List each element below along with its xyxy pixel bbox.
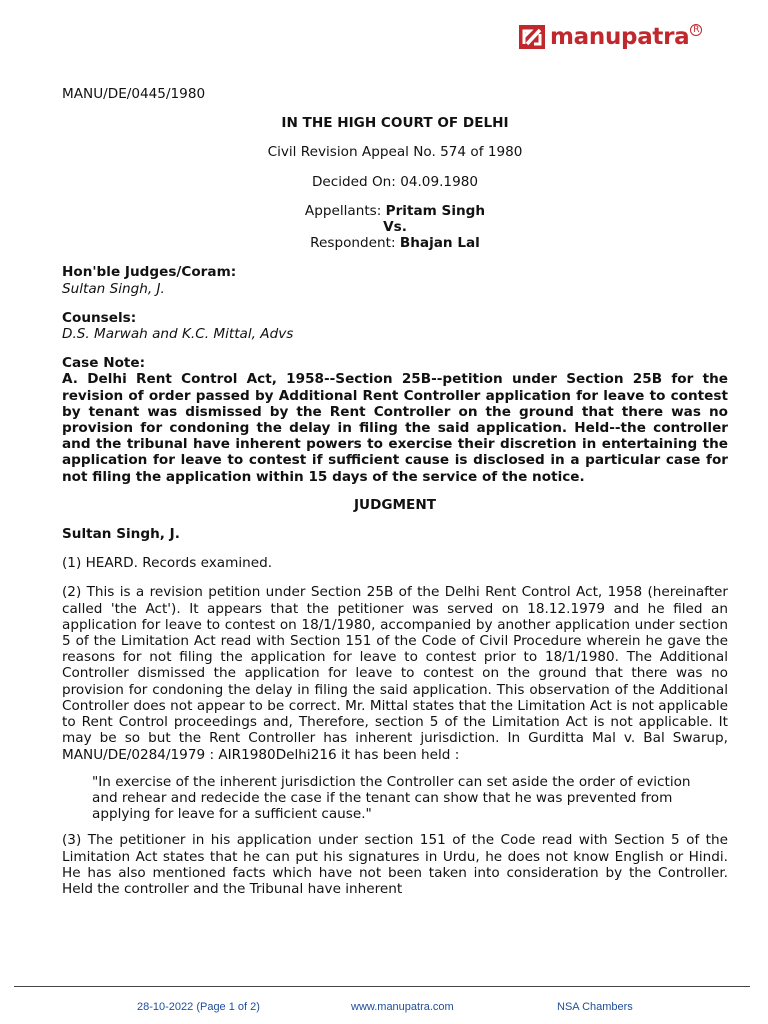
footer-divider xyxy=(14,986,750,987)
footer-website-link[interactable]: www.manupatra.com xyxy=(351,1001,454,1013)
appellants-label: Appellants: xyxy=(304,202,386,219)
counsels-label: Counsels: xyxy=(62,309,137,326)
footer-date-page: 28-10-2022 (Page 1 of 2) xyxy=(137,1001,260,1013)
appellants-name: Pritam Singh xyxy=(385,202,486,219)
quoted-passage: "In exercise of the inherent jurisdiction the Controller can set aside the order of eviction and rehear and redecide the case if the tenant can show that he was prevented from applying for leave for a sufficient cause." xyxy=(92,773,691,823)
case-note-text: A. Delhi Rent Control Act, 1958--Section 25B--petition under Section 25B for the revision of order passed by Additional Rent Controller application for leave to contest by tenant was dismissed by the Rent Controller on the ground that there was no provision for condoning the delay in filing the said application. Held--the controller and the tribunal have inherent powers to exercise their discretion in entertaining the application for leave to contest if sufficient cause is disclosed in a particular case for not filing the application within 15 days of the service of the notice. xyxy=(62,371,728,485)
versus: Vs. xyxy=(383,219,407,236)
manupatra-logo xyxy=(518,24,702,50)
document-body xyxy=(62,86,728,897)
paragraph-1: (1) HEARD. Records examined. xyxy=(62,555,273,572)
appellants-line xyxy=(62,203,728,219)
judge-name: Sultan Singh, J. xyxy=(62,526,180,543)
paragraph-2: (2) This is a revision petition under Section 25B of the Delhi Rent Control Act, 1958 (hereinafter called 'the Act'). It appears that the petitioner was served on 18.12.1979 and he filed an application for leave to contest on 18/1/1980, accompanied by another application under section 5 of the Limitation Act read with Section 151 of the Code of Civil Procedure wherein he gave the reasons for not filing the application for leave to contest prior to 18/1/1980. The Additional Controller dismissed the application for leave to contest on the ground that there was no provision for condoning the delay in filing the said application. This observation of the Additional Controller does not appear to be correct. Mr. Mittal states that the Limitation Act is not applicable to Rent Control proceedings and, Therefore, section 5 of the Limitation Act is not applicable. It may be so but the Rent Controller has inherent jurisdiction. In Gurditta Mal v. Bal Swarup, MANU/DE/0284/1979 : AIR1980Delhi216 it has been held : xyxy=(62,584,728,763)
brand-name: manupatra xyxy=(550,24,690,50)
registered-mark: R xyxy=(690,24,702,36)
counsels-names: D.S. Marwah and K.C. Mittal, Advs xyxy=(62,326,294,343)
judges-names: Sultan Singh, J. xyxy=(62,280,165,297)
respondent-name: Bhajan Lal xyxy=(399,235,480,252)
respondent-label: Respondent: xyxy=(310,235,400,252)
paragraph-3: (3) The petitioner in his application under section 151 of the Code read with Section 5 of the Limitation Act states that he can put his signatures in Urdu, he does not know English or Hindi. He has also mentioned facts which have not been taken into consideration by the Controller. Held the controller and the Tribunal have inherent xyxy=(62,832,728,897)
manupatra-logo-icon xyxy=(518,24,546,50)
footer-licensee: NSA Chambers xyxy=(557,1001,633,1013)
decided-on: Decided On: 04.09.1980 xyxy=(311,173,479,190)
judges-label: Hon'ble Judges/Coram: xyxy=(62,264,237,281)
citation: MANU/DE/0445/1980 xyxy=(62,86,206,102)
court-name: IN THE HIGH COURT OF DELHI xyxy=(281,115,509,132)
respondent-line xyxy=(62,235,728,251)
case-note-label: Case Note: xyxy=(62,355,146,372)
judgment-heading: JUDGMENT xyxy=(353,496,436,513)
case-number: Civil Revision Appeal No. 574 of 1980 xyxy=(267,144,523,161)
